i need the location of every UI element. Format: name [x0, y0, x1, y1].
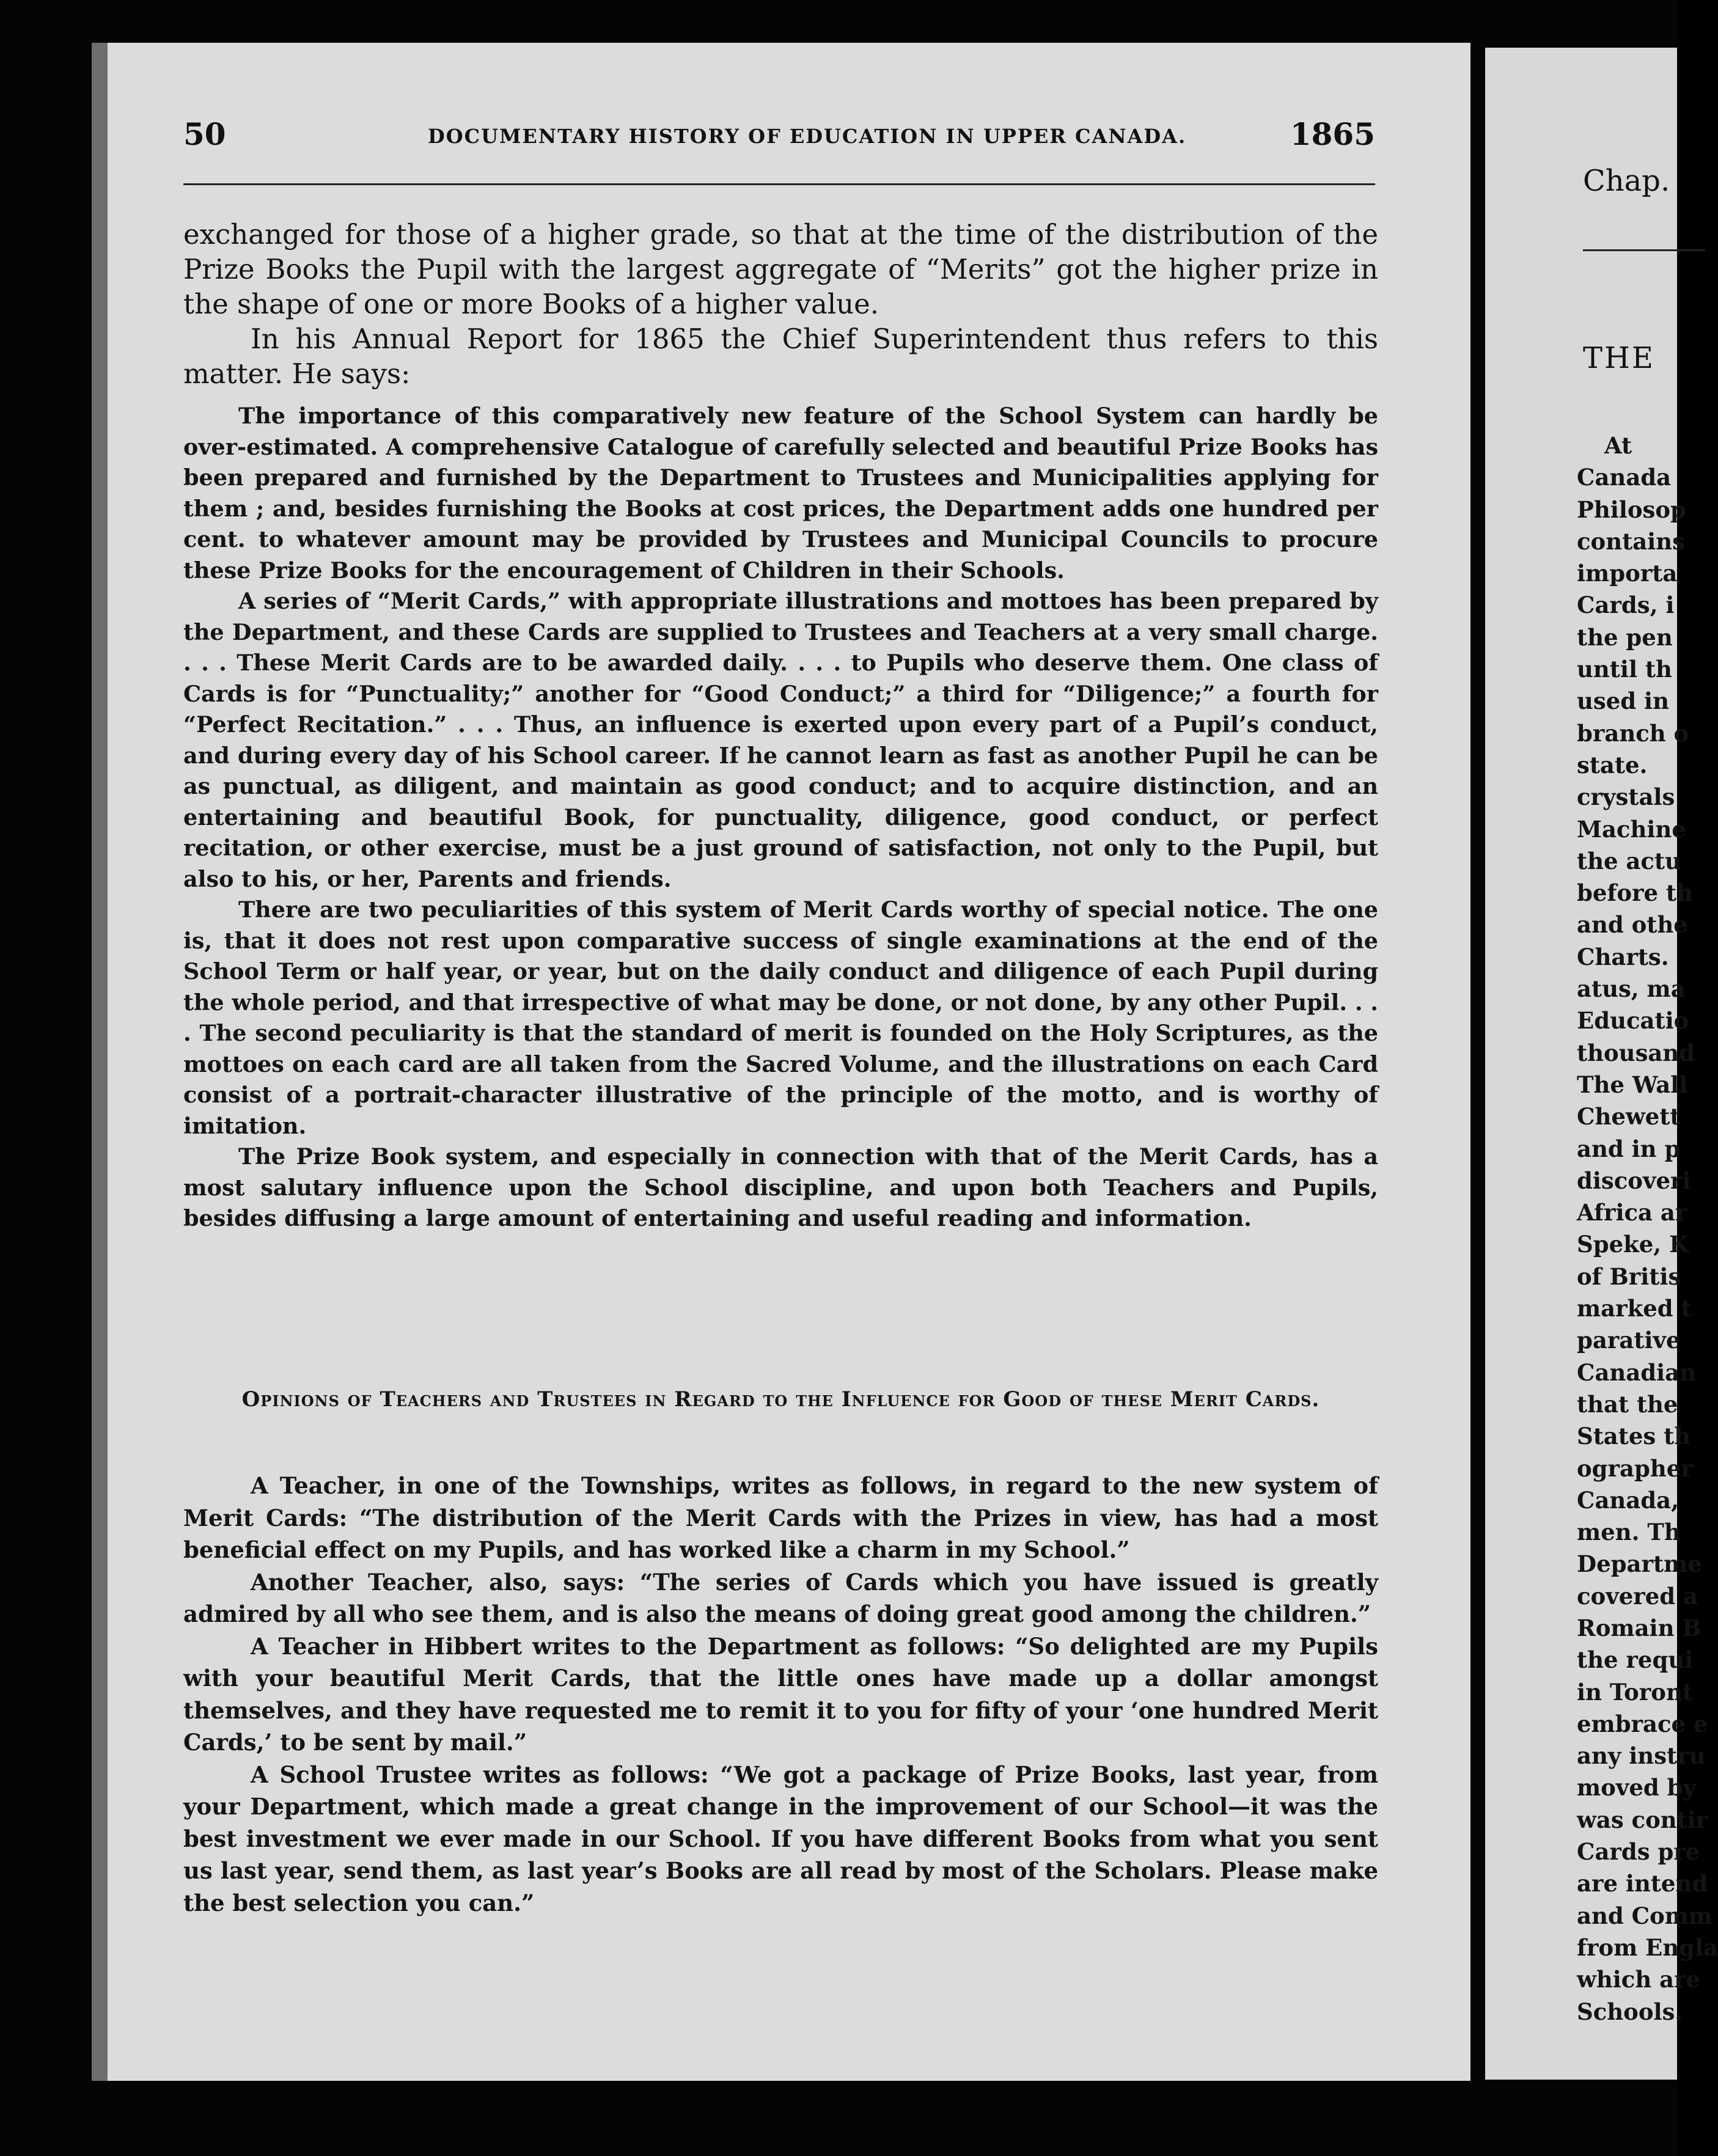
- header-rule: [183, 183, 1375, 185]
- right-page-line: discoveri: [1577, 1167, 1691, 1194]
- right-page-line: Cards pre: [1577, 1838, 1700, 1866]
- opinion-paragraph: A Teacher in Hibbert writes to the Department as follows: “So delighted are my Pupils with your beautiful Merit Cards, that the little ones have made up a dollar amongst themselves, and they have requested me to remit it to you for fifty of your ‘one hundred Merit Cards,’ to be sent by mail.”: [183, 1632, 1378, 1756]
- lead-paragraph: exchanged for those of a higher grade, so that at the time of the distribution of the Prize Books the Pupil with the largest aggregate of “Merits” got the higher prize in the shape of one or more Books of a higher value.: [183, 218, 1378, 320]
- right-page-line: Canadian: [1577, 1358, 1697, 1386]
- intro-paragraph: In his Annual Report for 1865 the Chief Superintendent thus refers to this matter. He says:: [183, 323, 1378, 390]
- right-page-line: the requi: [1577, 1646, 1694, 1674]
- right-page-header: Chap.: [1583, 164, 1670, 198]
- right-page-line: States th: [1577, 1423, 1691, 1450]
- right-page-line: state.: [1577, 751, 1648, 779]
- opinions-block: [183, 1470, 1378, 1919]
- right-page-line: marked t: [1577, 1295, 1692, 1322]
- right-page-line: from Engla: [1577, 1934, 1718, 1961]
- right-page-line: At: [1604, 432, 1632, 459]
- right-page-line: Speke, K: [1577, 1231, 1689, 1258]
- right-page-line: Machine: [1577, 815, 1686, 843]
- page-header: [183, 116, 1375, 165]
- right-page-line: and in p: [1577, 1135, 1681, 1162]
- right-page-lines: [1577, 430, 1718, 2028]
- right-page-title: THE: [1583, 341, 1655, 375]
- right-page-fragment: [1485, 48, 1718, 2080]
- right-page-line: Schools.: [1577, 1998, 1683, 2025]
- page-number: 50: [183, 116, 226, 152]
- right-page-line: moved by: [1577, 1774, 1696, 1802]
- quoted-report: [183, 401, 1378, 1234]
- right-page-line: parative: [1577, 1327, 1681, 1354]
- right-page-line: Canada,: [1577, 1486, 1679, 1514]
- right-page-line: ographer: [1577, 1454, 1693, 1482]
- right-page-line: Cards, i: [1577, 592, 1675, 619]
- right-page-line: branch o: [1577, 719, 1689, 747]
- right-page-line: embrace e: [1577, 1710, 1708, 1737]
- right-header-rule: [1583, 249, 1705, 251]
- right-page-line: Departme: [1577, 1550, 1702, 1578]
- right-page-line: Romain B: [1577, 1614, 1701, 1641]
- quote-paragraph: The importance of this comparatively new feature of the School System can hardly be over-estimated. A comprehensive Catalogue of carefully selected and beautiful Prize Books has been prepared and furnished by the Department to Trustees and Municipalities applying for them ; and, besides furnishing the Books at cost prices, the Department adds one hundred per cent. to whatever amount may be provided by Trustees and Municipal Councils to procure these Prize Books for the encouragement of Children in their Schools.: [183, 403, 1378, 584]
- right-page-line: and Comm: [1577, 1902, 1713, 1929]
- right-page-line: crystals: [1577, 783, 1675, 811]
- lead-text-block: [183, 217, 1378, 391]
- right-page-line: which are: [1577, 1966, 1701, 1993]
- right-page-line: and othe: [1577, 911, 1688, 939]
- header-year: 1865: [1290, 116, 1375, 152]
- right-page-line: was contir: [1577, 1806, 1708, 1833]
- right-page-line: covered a: [1577, 1582, 1698, 1610]
- right-page-line: that the: [1577, 1390, 1678, 1418]
- right-page-line: are intend: [1577, 1870, 1708, 1898]
- right-page-line: any instru: [1577, 1742, 1706, 1770]
- right-page-line: The Wall: [1577, 1071, 1688, 1098]
- right-page-line: Canada: [1577, 464, 1672, 491]
- right-page-line: atus, ma: [1577, 975, 1686, 1003]
- quote-paragraph: There are two peculiarities of this system of Merit Cards worthy of special notice. The one is, that it does not rest upon comparative success of single examinations at the end of the School Term or half year, or year, but on the daily conduct and diligence of each Pupil during the whole period, and that irrespective of what may be done, or not done, by any other Pupil. . . . The second peculiarity is that the standard of merit is founded on the Holy Scriptures, as the mottoes on each card are all taken from the Sacred Volume, and the illustrations on each Card consist of a portrait-character illustrative of the principle of the motto, and is worthy of imitation.: [183, 897, 1378, 1139]
- right-page-line: men. Th: [1577, 1519, 1681, 1546]
- right-page-line: Philosop: [1577, 496, 1686, 523]
- right-page-line: contains: [1577, 527, 1685, 555]
- right-page-line: used in: [1577, 688, 1669, 715]
- right-page-line: Chewett: [1577, 1103, 1681, 1131]
- right-page-line: before th: [1577, 879, 1693, 907]
- section-heading: Opinions of Teachers and Trustees in Regard to the Influence for Good of these Merit Cards.: [241, 1387, 1320, 1412]
- opinion-paragraph: A Teacher, in one of the Townships, writes as follows, in regard to the new system of Merit Cards: “The distribution of the Merit Cards with the Prizes in view, has had a most beneficial effect on my Pupils, and has worked like a charm in my School.”: [183, 1472, 1378, 1563]
- right-page-line: Educatio: [1577, 1007, 1689, 1035]
- quote-paragraph: A series of “Merit Cards,” with appropriate illustrations and mottoes has been prepared by the Department, and these Cards are supplied to Trustees and Teachers at a very small charge. . . . These Merit Cards are to be awarded daily. . . . to Pupils who deserve them. One class of Cards is for “Punctuality;” another for “Good Conduct;” a third for “Diligence;” a fourth for “Perfect Recitation.” . . . Thus, an influence is exerted upon every part of a Pupil’s conduct, and during every day of his School career. If he cannot learn as fast as another Pupil he can be as punctual, as diligent, and maintain as good conduct; and to acquire distinction, and an entertaining and beautiful Book, for punctuality, diligence, good conduct, or perfect recitation, or other exercise, must be a just ground of satisfaction, not only to the Pupil, but also to his, or her, Parents and friends.: [183, 588, 1378, 892]
- quote-paragraph: The Prize Book system, and especially in connection with that of the Merit Cards, has a most salutary influence upon the School discipline, and upon both Teachers and Pupils, besides diffusing a large amount of entertaining and useful reading and information.: [183, 1143, 1378, 1231]
- right-page-line: the pen: [1577, 623, 1673, 651]
- right-page-line: of Britis: [1577, 1263, 1681, 1290]
- right-page-line: Charts.: [1577, 943, 1669, 970]
- right-page-line: Africa ar: [1577, 1199, 1687, 1226]
- right-page-line: in Toront: [1577, 1678, 1693, 1706]
- right-page-line: the actu: [1577, 847, 1681, 875]
- right-page-line: thousand: [1577, 1039, 1695, 1066]
- right-page-line: importa: [1577, 560, 1678, 587]
- running-title: DOCUMENTARY HISTORY OF EDUCATION IN UPPER CANADA.: [428, 125, 1187, 148]
- opinion-paragraph: Another Teacher, also, says: “The series of Cards which you have issued is greatly admired by all who see them, and is also the means of doing great good among the children.”: [183, 1568, 1378, 1627]
- right-page-line: until th: [1577, 656, 1672, 683]
- opinion-paragraph: A School Trustee writes as follows: “We got a package of Prize Books, last year, from your Department, which made a great change in the improvement of our School—it was the best investment we ever made in our School. If you have different Books from what you sent us last year, send them, as last year’s Books are all read by most of the Scholars. Please make the best selection you can.”: [183, 1761, 1378, 1916]
